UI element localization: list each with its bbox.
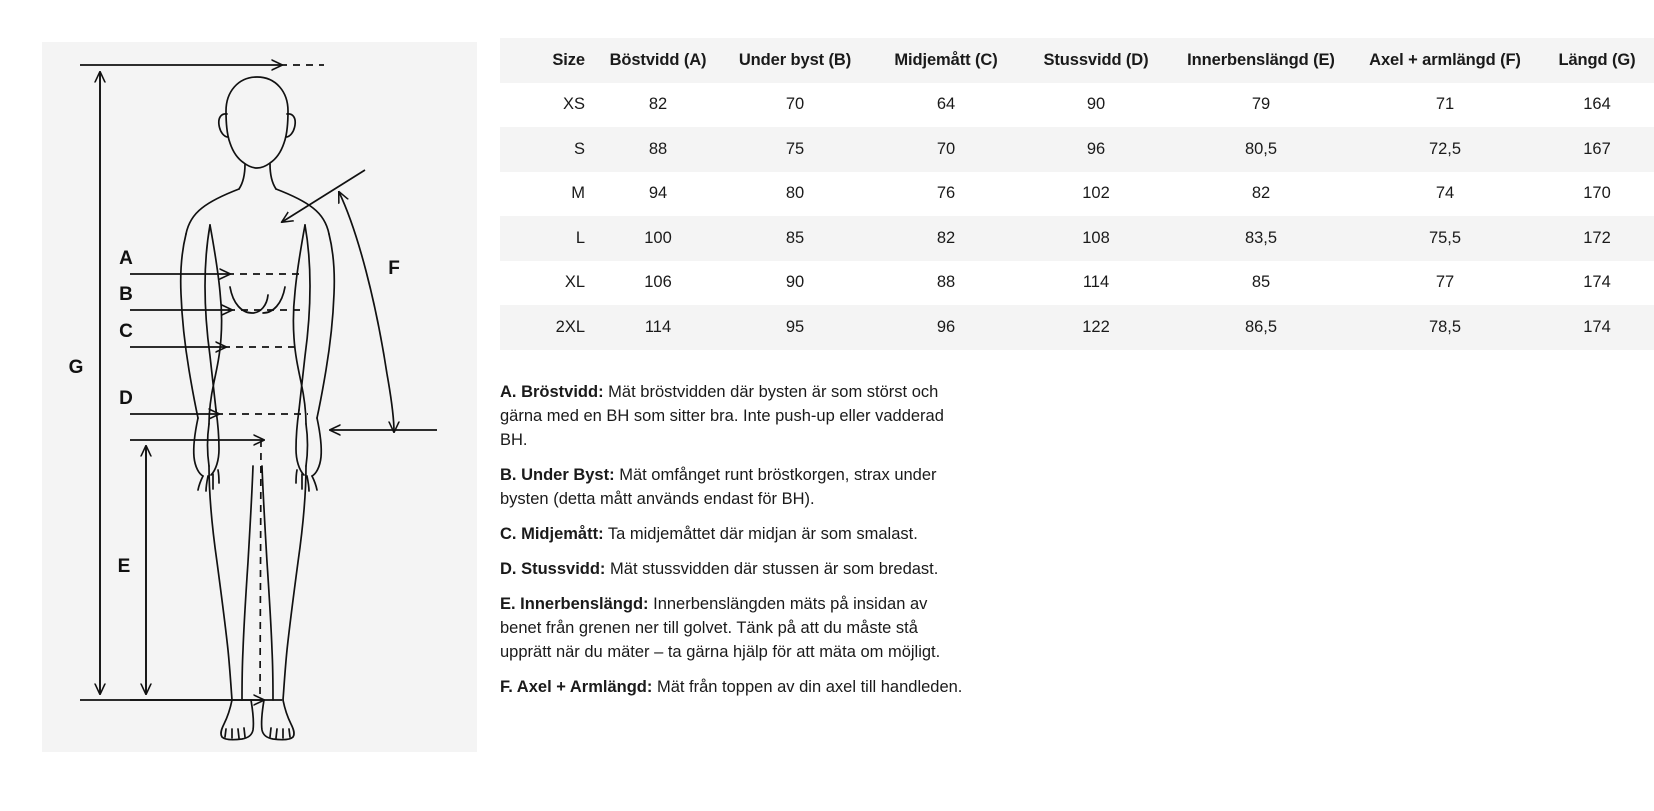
measurement-descriptions	[500, 380, 970, 700]
cell-sleeve: 74	[1435, 184, 1455, 203]
cell-underbust: 75	[785, 139, 805, 158]
cell-sleeve: 72,5	[1428, 139, 1462, 158]
diagram-label-A: A	[119, 248, 133, 269]
description-text-c: Ta midjemåttet där midjan är som smalast.	[603, 524, 918, 543]
cell-inseam: 82	[1251, 184, 1271, 203]
table-header-row	[500, 38, 1654, 83]
diagram-label-B: B	[119, 284, 133, 305]
cell-waist: 82	[936, 228, 956, 247]
description-label-c: C. Midjemått:	[500, 524, 604, 543]
cell-hip: 90	[1086, 95, 1106, 114]
description-item-f	[500, 675, 970, 699]
cell-length: 164	[1583, 95, 1611, 114]
description-label-d: D. Stussvidd:	[500, 559, 606, 578]
column-header-inseam: Innerbenslängd (E)	[1187, 50, 1335, 69]
cell-waist: 70	[936, 139, 956, 158]
body-outline	[181, 77, 335, 740]
description-label-b: B. Under Byst:	[500, 465, 615, 484]
cell-hip: 114	[1082, 273, 1110, 292]
cell-length: 170	[1583, 184, 1611, 203]
description-label-a: A. Bröstvidd:	[500, 382, 604, 401]
cell-hip: 102	[1082, 184, 1110, 203]
cell-inseam: 86,5	[1244, 317, 1278, 336]
cell-hip: 122	[1082, 317, 1110, 336]
description-item-b	[500, 463, 970, 511]
cell-bust: 100	[644, 228, 672, 247]
measure-E-inseam	[130, 440, 264, 700]
cell-size: S	[573, 139, 585, 158]
cell-length: 172	[1583, 228, 1611, 247]
cell-underbust: 70	[785, 95, 805, 114]
table-row	[500, 305, 1654, 350]
description-item-c	[500, 522, 970, 546]
cell-underbust: 80	[785, 184, 805, 203]
cell-underbust: 85	[785, 228, 805, 247]
diagram-label-C: C	[119, 321, 133, 342]
cell-inseam: 83,5	[1244, 228, 1278, 247]
cell-waist: 76	[936, 184, 956, 203]
cell-waist: 88	[936, 273, 956, 292]
cell-size: L	[575, 228, 585, 247]
description-item-e	[500, 592, 970, 664]
cell-hip: 96	[1086, 139, 1106, 158]
column-header-bust: Böstvidd (A)	[609, 50, 707, 69]
cell-bust: 88	[648, 139, 668, 158]
description-label-f: F. Axel + Armlängd:	[500, 678, 653, 697]
column-header-waist: Midjemått (C)	[894, 50, 998, 69]
measure-G-total-length	[80, 65, 282, 700]
column-header-underbust: Under byst (B)	[738, 50, 852, 69]
diagram-label-D: D	[119, 388, 133, 409]
cell-inseam: 80,5	[1244, 139, 1278, 158]
description-text-a: Mät bröstvidden där bysten är som störst och gärna med en BH som sitter bra. Inte push-up eller vadderad BH.	[500, 382, 944, 449]
table-row	[500, 172, 1654, 217]
cell-sleeve: 77	[1435, 273, 1455, 292]
cell-waist: 64	[936, 95, 956, 114]
cell-size: XS	[562, 95, 585, 114]
description-text-d: Mät stussvidden där stussen är som bredast.	[605, 559, 939, 578]
cell-inseam: 79	[1251, 95, 1271, 114]
column-header-sleeve: Axel + armlängd (F)	[1369, 50, 1521, 69]
description-item-a	[500, 380, 970, 452]
description-item-d	[500, 557, 970, 581]
description-text-f: Mät från toppen av din axel till handleden.	[652, 678, 963, 697]
measure-F-sleeve	[282, 170, 437, 432]
column-header-length: Längd (G)	[1558, 50, 1636, 69]
description-label-e: E. Innerbenslängd:	[500, 595, 649, 614]
cell-bust: 94	[648, 184, 668, 203]
table-row	[500, 83, 1654, 128]
cell-sleeve: 71	[1435, 95, 1455, 114]
description-text-e: Innerbenslängden mäts på insidan av benet från grenen ner till golvet. Tänk på att du måste stå upprätt när du mäter – ta gärna hjälp för att mäta om möjligt.	[500, 595, 941, 662]
body-diagram-panel	[42, 42, 477, 752]
column-header-size: Size	[552, 50, 585, 69]
cell-bust: 114	[644, 317, 672, 336]
table-row	[500, 216, 1654, 261]
cell-underbust: 90	[785, 273, 805, 292]
cell-size: XL	[564, 273, 585, 292]
description-text-b: Mät omfånget runt bröstkorgen, strax under bysten (detta mått används endast för BH).	[500, 465, 937, 508]
size-guide-content	[500, 38, 1636, 699]
size-table-wrapper	[500, 38, 1636, 350]
cell-waist: 96	[936, 317, 956, 336]
cell-size: M	[571, 184, 585, 203]
cell-size: 2XL	[555, 317, 585, 336]
diagram-label-F: F	[388, 258, 400, 279]
diagram-label-E: E	[117, 556, 131, 577]
column-header-hip: Stussvidd (D)	[1043, 50, 1149, 69]
cell-bust: 106	[644, 273, 672, 292]
dash-inseam	[260, 440, 261, 700]
size-table	[500, 38, 1654, 350]
cell-inseam: 85	[1251, 273, 1271, 292]
diagram-label-G: G	[68, 357, 84, 378]
cell-bust: 82	[648, 95, 668, 114]
table-row	[500, 127, 1654, 172]
cell-length: 167	[1583, 139, 1611, 158]
cell-underbust: 95	[785, 317, 805, 336]
cell-hip: 108	[1082, 228, 1110, 247]
table-row	[500, 261, 1654, 306]
cell-sleeve: 78,5	[1428, 317, 1462, 336]
cell-length: 174	[1583, 317, 1611, 336]
cell-sleeve: 75,5	[1428, 228, 1462, 247]
body-measurement-diagram	[42, 42, 477, 752]
cell-length: 174	[1583, 273, 1611, 292]
